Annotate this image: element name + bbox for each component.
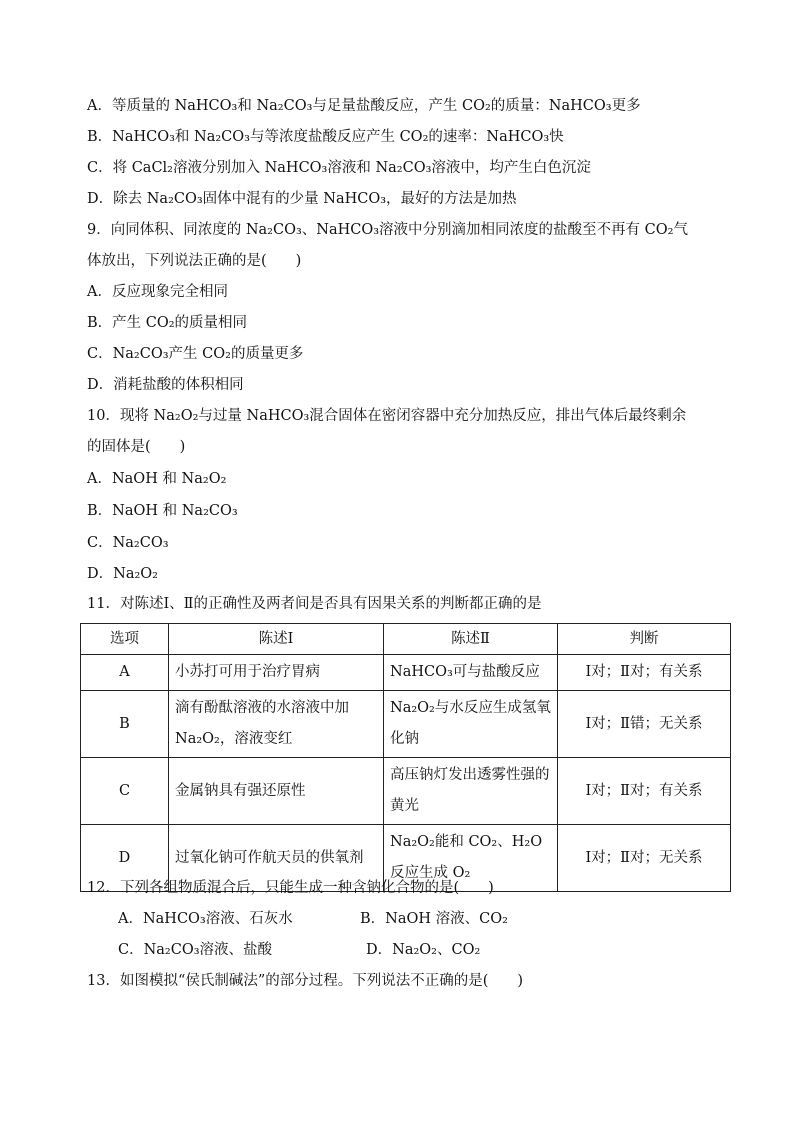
q10-stem-line2: 的固体是( )	[87, 439, 186, 455]
table-row	[81, 691, 731, 758]
q8-option-b: B．NaHCO₃和 Na₂CO₃与等浓度盐酸反应产生 CO₂的速率：NaHCO₃快	[87, 129, 564, 145]
q11-table	[80, 623, 731, 892]
q10-option-c: C．Na₂CO₃	[87, 535, 169, 551]
q12-option-d: D．Na₂O₂、CO₂	[366, 942, 481, 958]
row-statement-1: 金属钠具有强还原性	[169, 758, 384, 825]
row-judgement: Ⅰ对；Ⅱ对；无关系	[558, 825, 731, 892]
row-statement-1: 小苏打可用于治疗胃病	[169, 655, 384, 691]
q12-option-a: A．NaHCO₃溶液、石灰水	[118, 911, 293, 927]
header-statement-2: 陈述Ⅱ	[384, 624, 558, 655]
q8-option-a: A．等质量的 NaHCO₃和 Na₂CO₃与足量盐酸反应，产生 CO₂的质量：NaHCO₃更多	[87, 98, 641, 114]
q8-option-c: C．将 CaCl₂溶液分别加入 NaHCO₃溶液和 Na₂CO₃溶液中，均产生白色沉淀	[87, 160, 591, 176]
q12-option-b: B．NaOH 溶液、CO₂	[360, 911, 508, 927]
row-option: A	[81, 655, 169, 691]
row-judgement: Ⅰ对；Ⅱ对；有关系	[558, 758, 731, 825]
q13-stem: 13．如图模拟“侯氏制碱法”的部分过程。下列说法不正确的是( )	[87, 973, 524, 989]
row-judgement: Ⅰ对；Ⅱ对；有关系	[558, 655, 731, 691]
row-statement-2: Na₂O₂与水反应生成氢氧化钠	[384, 691, 558, 758]
row-option: B	[81, 691, 169, 758]
row-option: D	[81, 825, 169, 892]
q10-stem-line1: 10．现将 Na₂O₂与过量 NaHCO₃混合固体在密闭容器中充分加热反应，排出气体后最终剩余	[87, 408, 687, 424]
q9-option-b: B．产生 CO₂的质量相同	[87, 315, 248, 331]
table-row	[81, 758, 731, 825]
row-statement-2: 高压钠灯发出透雾性强的黄光	[384, 758, 558, 825]
q9-stem-line2: 体放出，下列说法正确的是( )	[87, 253, 302, 269]
q10-option-a: A．NaOH 和 Na₂O₂	[87, 471, 227, 487]
header-judgement: 判断	[558, 624, 731, 655]
q9-option-a: A．反应现象完全相同	[87, 284, 228, 300]
q12-option-c: C．Na₂CO₃溶液、盐酸	[118, 942, 273, 958]
header-option: 选项	[81, 624, 169, 655]
q10-option-d: D．Na₂O₂	[87, 566, 158, 582]
row-statement-1: 过氧化钠可作航天员的供氧剂	[169, 825, 384, 892]
row-statement-2: Na₂O₂能和 CO₂、H₂O 反应生成 O₂	[384, 825, 558, 892]
q12-stem: 12．下列各组物质混合后，只能生成一种含钠化合物的是( )	[87, 880, 494, 896]
header-statement-1: 陈述Ⅰ	[169, 624, 384, 655]
q9-stem-line1: 9．向同体积、同浓度的 Na₂CO₃、NaHCO₃溶液中分别滴加相同浓度的盐酸至不再有 CO₂气	[87, 222, 688, 238]
row-option: C	[81, 758, 169, 825]
q9-option-c: C．Na₂CO₃产生 CO₂的质量更多	[87, 346, 304, 362]
table-row	[81, 655, 731, 691]
table-header-row	[81, 624, 731, 655]
row-judgement: Ⅰ对；Ⅱ错；无关系	[558, 691, 731, 758]
row-statement-2: NaHCO₃可与盐酸反应	[384, 655, 558, 691]
q10-option-b: B．NaOH 和 Na₂CO₃	[87, 503, 238, 519]
q11-stem: 11．对陈述Ⅰ、Ⅱ的正确性及两者间是否具有因果关系的判断都正确的是	[87, 596, 542, 612]
row-statement-1: 滴有酚酞溶液的水溶液中加 Na₂O₂，溶液变红	[169, 691, 384, 758]
q9-option-d: D．消耗盐酸的体积相同	[87, 377, 244, 393]
q8-option-d: D．除去 Na₂CO₃固体中混有的少量 NaHCO₃，最好的方法是加热	[87, 191, 517, 207]
